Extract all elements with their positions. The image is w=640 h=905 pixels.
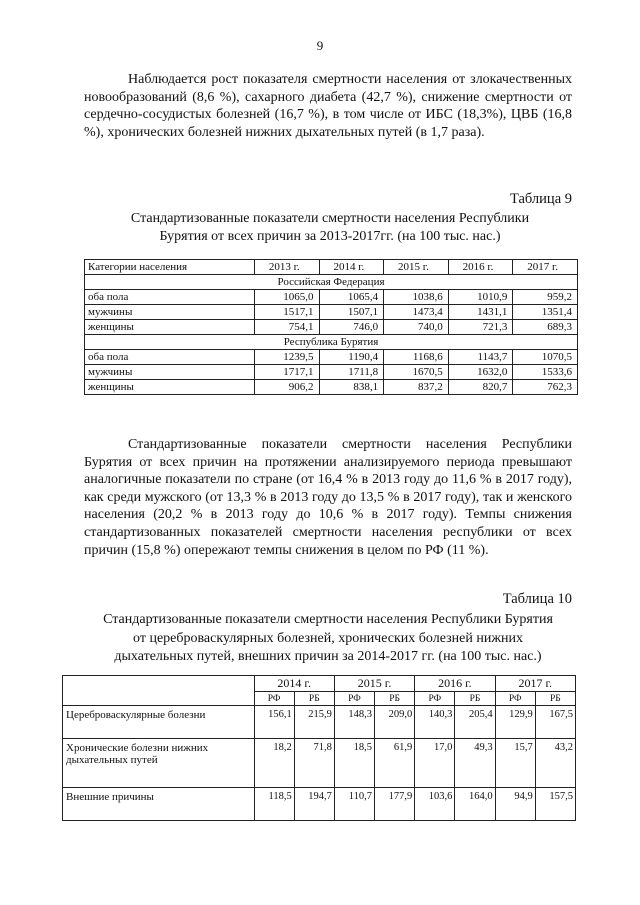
table-cell: 71,8 xyxy=(294,739,334,788)
table10-year-cell: 2015 г. xyxy=(334,676,414,692)
table10-year-cell: 2014 г. xyxy=(254,676,334,692)
table9-title xyxy=(80,210,580,246)
table-cell: 689,3 xyxy=(513,320,578,335)
table-cell: 18,2 xyxy=(254,739,294,788)
table-cell: 959,2 xyxy=(513,290,578,305)
table10-title-line3: дыхательных путей, внешних причин за 2014-2017 гг. (на 100 тыс. нас.) xyxy=(114,649,542,664)
table9-section-rb: Республика Бурятия xyxy=(85,335,578,350)
table-cell: 110,7 xyxy=(334,788,374,821)
table-cell: 167,5 xyxy=(535,706,575,739)
table10-subheader-cell: РФ xyxy=(495,692,535,706)
table10-subheader-cell: РФ xyxy=(334,692,374,706)
table10-subheader-cell: РБ xyxy=(294,692,334,706)
table-cell: Цереброваскулярные болезни xyxy=(63,706,255,739)
table-cell: 205,4 xyxy=(455,706,495,739)
table10-year-row xyxy=(63,676,576,692)
table-cell: 140,3 xyxy=(415,706,455,739)
table-cell: 838,1 xyxy=(319,380,384,395)
table10-year-cell: 2016 г. xyxy=(415,676,495,692)
table9-section-rf: Российская Федерация xyxy=(85,275,578,290)
table-cell: 746,0 xyxy=(319,320,384,335)
table-cell: 837,2 xyxy=(384,380,449,395)
table-cell: 15,7 xyxy=(495,739,535,788)
table-cell: 103,6 xyxy=(415,788,455,821)
table-cell: 1632,0 xyxy=(448,365,513,380)
table-row xyxy=(63,739,576,788)
table-cell: 1473,4 xyxy=(384,305,449,320)
table-cell: 177,9 xyxy=(375,788,415,821)
table-cell: 1507,1 xyxy=(319,305,384,320)
table9-title-line1: Стандартизованные показатели смертности населения Республики xyxy=(130,211,530,226)
table-cell: 1711,8 xyxy=(319,365,384,380)
table-cell: 1239,5 xyxy=(254,350,319,365)
table9-section-row xyxy=(85,275,578,290)
table-cell: 1431,1 xyxy=(448,305,513,320)
table10-title-line1: Стандартизованные показатели смертности населения Республики Бурятия xyxy=(103,612,553,627)
table-row xyxy=(85,365,578,380)
table10-subheader-cell: РБ xyxy=(375,692,415,706)
table-row xyxy=(85,380,578,395)
table-cell: 1717,1 xyxy=(254,365,319,380)
table-cell: оба пола xyxy=(85,290,255,305)
table-cell: 215,9 xyxy=(294,706,334,739)
page-number: 9 xyxy=(316,38,324,53)
table9-title-line2: Бурятия от всех причин за 2013-2017гг. (на 100 тыс. нас.) xyxy=(159,229,501,244)
table-row xyxy=(85,320,578,335)
table-cell: 17,0 xyxy=(415,739,455,788)
table-cell: 18,5 xyxy=(334,739,374,788)
table-row xyxy=(85,305,578,320)
table-cell: 906,2 xyxy=(254,380,319,395)
table10-title-line2: от цереброваскулярных болезней, хронических болезней нижних xyxy=(133,630,523,646)
table-cell: 148,3 xyxy=(334,706,374,739)
paragraph-mortality-growth: Наблюдается рост показателя смертности населения от злокачественных новообразований (8,6 %), сахарного диабета (42,7 %), снижение смертности от сердечно-сосудистых болезней (16,7 %), в том числе от ИБС (18,3%), ЦВБ (16,8 %), хронических болезней нижних дыхательных путей (в 1,7 раза). xyxy=(84,72,572,140)
table-cell: 43,2 xyxy=(535,739,575,788)
table-cell: 1351,4 xyxy=(513,305,578,320)
table-cell: 1070,5 xyxy=(513,350,578,365)
table-cell: 61,9 xyxy=(375,739,415,788)
table-cell: 754,1 xyxy=(254,320,319,335)
table10-title xyxy=(74,611,582,667)
table9-section-row xyxy=(85,335,578,350)
table9-header-row xyxy=(85,260,578,275)
table-cell: 1190,4 xyxy=(319,350,384,365)
table-cell: 94,9 xyxy=(495,788,535,821)
table-cell: 1038,6 xyxy=(384,290,449,305)
table-cell: 1010,9 xyxy=(448,290,513,305)
table-cell: оба пола xyxy=(85,350,255,365)
table10-year-cell: 2017 г. xyxy=(495,676,575,692)
table10 xyxy=(62,675,576,821)
table-cell: 118,5 xyxy=(254,788,294,821)
table10-subheader-cell: РФ xyxy=(254,692,294,706)
table9-header-cell: 2014 г. xyxy=(319,260,384,275)
table-cell: мужчины xyxy=(85,365,255,380)
table-cell: 49,3 xyxy=(455,739,495,788)
table-cell: 721,3 xyxy=(448,320,513,335)
table-cell: 164,0 xyxy=(455,788,495,821)
table-cell: 740,0 xyxy=(384,320,449,335)
table9-header-cell: 2015 г. xyxy=(384,260,449,275)
table-row xyxy=(63,706,576,739)
table-row xyxy=(85,350,578,365)
table-row xyxy=(85,290,578,305)
table9-header-cell: 2016 г. xyxy=(448,260,513,275)
table-cell: 1168,6 xyxy=(384,350,449,365)
table9-label: Таблица 9 xyxy=(509,191,572,207)
table9-header-cell: 2013 г. xyxy=(254,260,319,275)
table10-subheader-cell: РБ xyxy=(535,692,575,706)
table9-header-cell: 2017 г. xyxy=(513,260,578,275)
table-cell: 820,7 xyxy=(448,380,513,395)
table-cell: 1065,4 xyxy=(319,290,384,305)
table-cell: 156,1 xyxy=(254,706,294,739)
table-cell: 1143,7 xyxy=(448,350,513,365)
table-cell: Внешние причины xyxy=(63,788,255,821)
table-cell: 1065,0 xyxy=(254,290,319,305)
table-cell: 129,9 xyxy=(495,706,535,739)
table-cell: 194,7 xyxy=(294,788,334,821)
table-cell: 1670,5 xyxy=(384,365,449,380)
paragraph-standardized-comparison: Стандартизованные показатели смертности населения Республики Бурятия от всех причин на протяжении анализируемого периода превышают аналогичные показатели по стране (от 16,4 % в 2013 году до 11,6 % в 2017 году), как среди мужского (от 13,3 % в 2013 году до 13,5 % в 2017 году), так и женского населения (20,2 % в 2013 году до 10,6 % в 2017 году). Темпы снижения стандартизованных показателей смертности населения республики от всех причин (15,8 %) опережают темпы снижения в целом по РФ (11 %). xyxy=(84,437,572,558)
table9 xyxy=(84,259,578,395)
table-cell: 209,0 xyxy=(375,706,415,739)
table-cell: женщины xyxy=(85,380,255,395)
table10-subheader-cell: РБ xyxy=(455,692,495,706)
table10-label: Таблица 10 xyxy=(502,591,572,607)
table-cell: 1533,6 xyxy=(513,365,578,380)
table10-subheader-cell: РФ xyxy=(415,692,455,706)
table10-corner-cell xyxy=(63,676,255,706)
table-cell: 157,5 xyxy=(535,788,575,821)
table-cell: 1517,1 xyxy=(254,305,319,320)
table-cell: мужчины xyxy=(85,305,255,320)
table9-header-cell: Категории населения xyxy=(85,260,255,275)
table-row xyxy=(63,788,576,821)
table-cell: Хронические болезни нижних дыхательных путей xyxy=(63,739,255,788)
table-cell: 762,3 xyxy=(513,380,578,395)
table-cell: женщины xyxy=(85,320,255,335)
